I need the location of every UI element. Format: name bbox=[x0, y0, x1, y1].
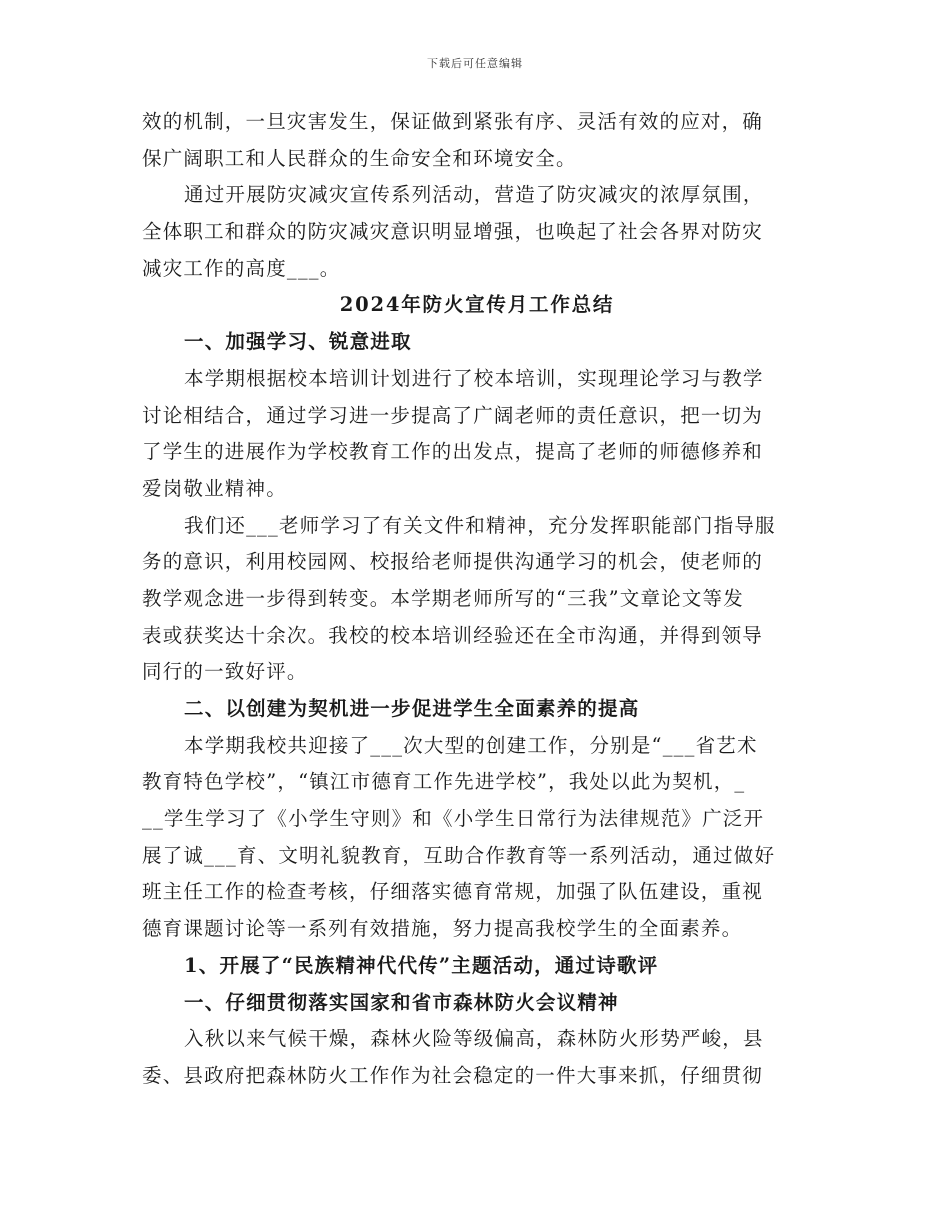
body-line: 效的机制，一旦灾害发生，保证做到紧张有序、灵活有效的应对，确 bbox=[142, 110, 764, 133]
section-heading: 二、以创建为契机进一步促进学生全面素养的提高 bbox=[184, 697, 640, 720]
body-line: 了学生的进展作为学校教育工作的出发点，提高了老师的师德修养和 bbox=[142, 440, 764, 464]
page-header: 下载后可任意编辑 bbox=[427, 57, 523, 70]
paragraph-start: 入秋以来气候干燥，森林火险等级偏高，森林防火形势严峻，县 bbox=[184, 1027, 764, 1051]
body-line: __学生学习了《小学生守则》和《小学生日常行为法律规范》广泛开 bbox=[142, 807, 765, 831]
body-line: 教学观念进一步得到转变。本学期老师所写的“三我”文章论文等发 bbox=[142, 586, 744, 610]
body-line: 务的意识，利用校园网、校报给老师提供沟通学习的机会，使老师的 bbox=[142, 550, 764, 574]
section-heading: 一、仔细贯彻落实国家和省市森林防火会议精神 bbox=[184, 990, 619, 1014]
body-line: 爱岗敬业精神。 bbox=[142, 476, 287, 500]
body-line: 同行的一致好评。 bbox=[142, 660, 308, 684]
body-line: 班主任工作的检查考核，仔细落实德育常规，加强了队伍建设，重视 bbox=[142, 880, 764, 904]
body-line: 德育课题讨论等一系列有效措施，努力提高我校学生的全面素养。 bbox=[142, 917, 743, 941]
document-body bbox=[142, 104, 812, 1095]
body-line: 减灾工作的高度___。 bbox=[142, 256, 341, 280]
section-heading: 一、加强学习、锐意进取 bbox=[184, 330, 412, 354]
document-title: 2024年防火宣传月工作总结 bbox=[339, 293, 615, 317]
paragraph-start: 本学期根据校本培训计划进行了校本培训，实现理论学习与教学 bbox=[184, 366, 764, 390]
paragraph-start: 我们还___老师学习了有关文件和精神，充分发挥职能部门指导服 bbox=[184, 513, 776, 537]
body-line: 教育特色学校”，“镇江市德育工作先进学校”，我处以此为契机，_ bbox=[142, 770, 746, 794]
body-line: 全体职工和群众的防灾减灾意识明显增强，也唤起了社会各界对防灾 bbox=[142, 220, 764, 244]
body-line: 委、县政府把森林防火工作作为社会稳定的一件大事来抓，仔细贯彻 bbox=[142, 1063, 764, 1087]
body-line: 展了诚___育、文明礼貌教育，互助合作教育等一系列活动，通过做好 bbox=[142, 843, 776, 867]
paragraph-start: 通过开展防灾减灾宣传系列活动，营造了防灾减灾的浓厚氛围， bbox=[184, 183, 764, 207]
body-line: 讨论相结合，通过学习进一步提高了广阔老师的责任意识，把一切为 bbox=[142, 403, 764, 427]
subsection-heading: 1、开展了“民族精神代代传”主题活动，通过诗歌评 bbox=[184, 953, 659, 977]
paragraph-start: 本学期我校共迎接了___次大型的创建工作，分别是“___省艺术 bbox=[184, 733, 758, 757]
body-line: 表或获奖达十余次。我校的校本培训经验还在全市沟通，并得到领导 bbox=[142, 623, 764, 647]
body-line: 保广阔职工和人民群众的生命安全和环境安全。 bbox=[142, 146, 577, 170]
